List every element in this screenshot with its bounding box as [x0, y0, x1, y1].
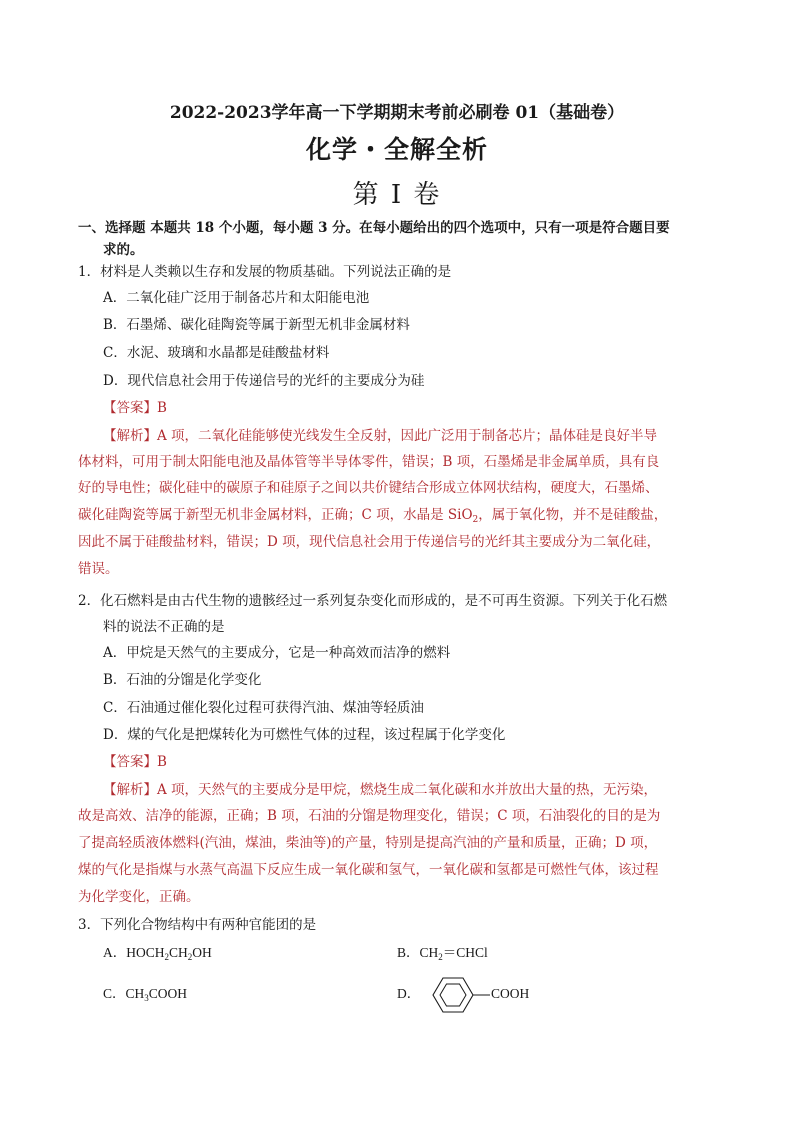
q3-stem: 3．下列化合物结构中有两种官能团的是: [78, 917, 317, 933]
q3-option-d-label: D．: [397, 986, 421, 1001]
section-title: 第 I 卷: [352, 180, 442, 210]
exam-subtitle: 化学・全解全析: [305, 135, 488, 164]
q2-stem-line-2: 料的说法不正确的是: [103, 619, 225, 635]
q3-option-b: B．$CH_2=CHCl$: [397, 945, 488, 962]
q1-analysis-line-5: 因此不属于硅酸盐材料，错误；D 项，现代信息社会用于传递信号的光纤其主要成分为二氧化硅，: [78, 534, 661, 550]
exam-title: 2022-2023学年高一下学期期末考前必刷卷 01（基础卷）: [169, 103, 625, 123]
q2-analysis-line-1: 【解析】A 项，天然气的主要成分是甲烷，燃烧生成二氧化碳和水并放出大量的热，无污染，: [103, 782, 658, 798]
q1-analysis-line-3: 好的导电性；碳化硅中的碳原子和硅原子之间以共价键结合形成立体网状结构，硬度大，石墨烯、: [78, 480, 659, 496]
instructions-line-2: 求的。: [103, 242, 144, 258]
q2-analysis-label: 【解析】: [103, 782, 157, 798]
q3-option-d-group: COOH: [491, 986, 530, 1001]
q1-analysis-line-4: 碳化硅陶瓷等属于新型无机非金属材料，正确；C 项，水晶是 SiO$_2$，属于氧化物，并不是硅酸盐，: [78, 507, 668, 525]
q2-option-d: D．煤的气化是把煤转化为可燃性气体的过程，该过程属于化学变化: [103, 727, 506, 743]
q3-option-a: A．$HOCH_2CH_2OH$: [103, 945, 212, 962]
q1-option-a: A．二氧化硅广泛用于制备芯片和太阳能电池: [103, 290, 370, 306]
q1-answer: 【答案】B: [103, 400, 167, 416]
q2-analysis-line-4: 煤的气化是指煤与水蒸气高温下反应生成一氧化碳和氢气，一氧化碳和氢都是可燃性气体，该过程: [78, 862, 659, 878]
q2-option-c: C．石油通过催化裂化过程可获得汽油、煤油等轻质油: [103, 700, 424, 716]
q1-analysis-line-2: 体材料，可用于制太阳能电池及晶体管等半导体零件，错误；B 项，石墨烯是非金属单质，具有良: [78, 454, 660, 470]
q1-option-d: D．现代信息社会用于传递信号的光纤的主要成分为硅: [103, 373, 425, 389]
q3-option-c: C．$CH_3COOH$: [103, 986, 188, 1003]
benzene-ring-icon: [424, 972, 494, 1018]
q1-analysis-label: 【解析】: [103, 428, 157, 444]
q1-option-b: B．石墨烯、碳化硅陶瓷等属于新型无机非金属材料: [103, 317, 410, 333]
q2-analysis-line-5: 为化学变化，正确。: [78, 889, 200, 905]
q2-option-a: A．甲烷是天然气的主要成分，它是一种高效而洁净的燃料: [103, 645, 451, 661]
instructions-line-1: 一、选择题 本题共 18 个小题，每小题 3 分。在每小题给出的四个选项中，只有一项是符合题目要: [78, 220, 670, 236]
q2-answer: 【答案】B: [103, 754, 167, 770]
q1-option-c: C．水泥、玻璃和水晶都是硅酸盐材料: [103, 345, 330, 361]
q1-analysis-line-1: 【解析】A 项，二氧化硅能够使光线发生全反射，因此广泛用于制备芯片；晶体硅是良好半导: [103, 428, 658, 444]
q1-analysis-line-6: 错误。: [78, 561, 119, 577]
q2-analysis-line-2: 故是高效、洁净的能源，正确；B 项，石油的分馏是物理变化，错误；C 项，石油裂化的目的是为: [78, 808, 661, 824]
q1-stem: 1．材料是人类赖以生存和发展的物质基础。下列说法正确的是: [78, 264, 452, 280]
q2-option-b: B．石油的分馏是化学变化: [103, 672, 262, 688]
q2-stem-line-1: 2．化石燃料是由古代生物的遗骸经过一系列复杂变化而形成的，是不可再生资源。下列关于化石燃: [78, 593, 668, 609]
q2-analysis-line-3: 了提高轻质液体燃料(汽油，煤油，柴油等)的产量，特别是提高汽油的产量和质量，正确；D 项，: [78, 835, 658, 851]
